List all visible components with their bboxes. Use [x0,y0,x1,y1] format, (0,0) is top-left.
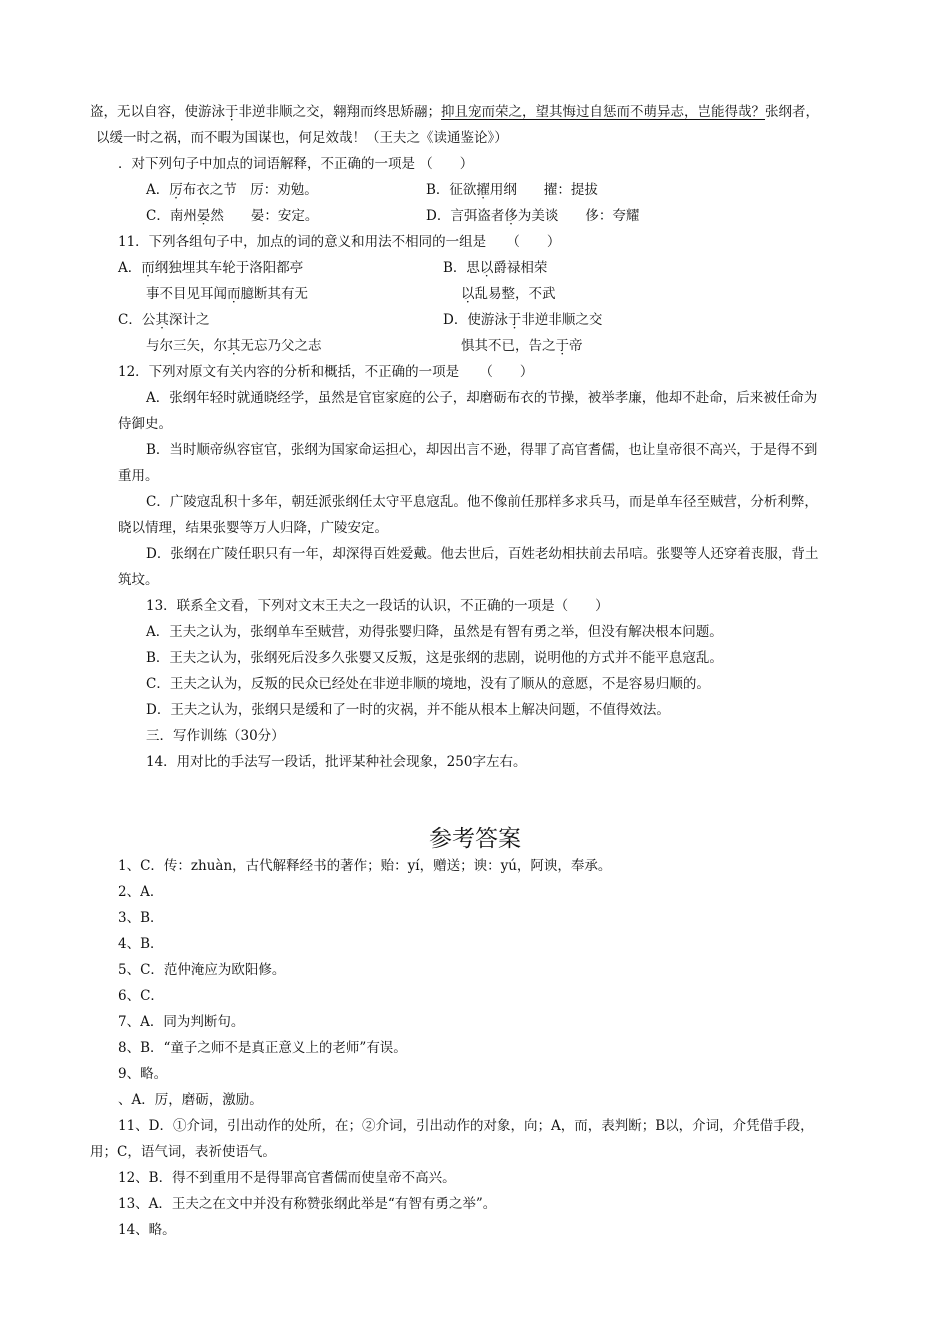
passage-line-1 [90,103,819,121]
q13-option-d: D．王夫之认为，张纲只是缓和了一时的灾祸，并不能从根本上解决问题，不值得效法。 [146,702,670,718]
passage-text: 盗，无以自容，使游泳 [90,104,225,120]
dotted-char: 其 [155,312,169,328]
dotted-char: 而 [227,286,241,302]
dotted-char: 擢 [476,182,490,198]
option-text: B．思 [443,260,480,276]
option-text: 事不目见耳闻 [146,286,227,302]
answer-2: 2、A． [118,884,164,900]
q10-stem: ．对下列句子中加点的词语解释，不正确的一项是 （ ） [118,156,474,172]
q11-option-b-2 [461,285,556,303]
option-text: A． [146,182,170,198]
q13-stem: 13．联系全文看，下列对文末王夫之一段话的认识，不正确的一项是（ ） [146,598,609,614]
option-text: 非逆非顺之交 [521,312,603,328]
option-text: 乱易整，不武 [474,286,556,302]
option-text: 惧其不已，告之 [461,338,556,354]
dotted-char: 以 [461,286,475,302]
q10-option-a [146,181,318,199]
option-text: 爵禄相荣 [493,260,548,276]
option-text: D．言弭盗者 [426,208,505,224]
answer-9: 9、略。 [118,1066,168,1082]
q11-stem: 11．下列各组句子中，加点的词的意义和用法不相同的一组是 （ ） [118,234,561,250]
dotted-char: 而 [141,260,155,276]
answer-13: 13、A．王夫之在文中并没有称赞张纲此举是“有智有勇之举”。 [118,1196,497,1212]
option-text: 然 晏：安定。 [210,208,319,224]
answer-7: 7、A．同为判断句。 [118,1014,245,1030]
option-text: D．使游泳 [443,312,508,328]
q12-stem: 12．下列对原文有关内容的分析和概括，不正确的一项是 （ ） [118,364,534,380]
writing-heading: 三．写作训练（30分） [146,728,285,744]
passage-line-2: 以缓一时之祸，而不暇为国谋也，何足效哉！（王夫之《读通鉴论》） [96,130,508,146]
option-text: 为美谈 侈：夸耀 [517,208,640,224]
answer-6: 6、C． [118,988,164,1004]
q12-option-c-cont: 晓以情理，结果张婴等万人归降，广陵安定。 [118,520,388,536]
q11-option-d-2 [461,337,583,355]
underlined-sentence: 抑且宠而荣之，望其悔过自惩而不萌异志，岂能得哉？ [441,104,765,120]
option-text: 与尔三矢，尔 [146,338,227,354]
answer-12: 12、B．得不到重用不是得罪高官耆儒而使皇帝不高兴。 [118,1170,456,1186]
q11-option-c-1 [118,311,209,329]
answer-5: 5、C．范仲淹应为欧阳修。 [118,962,286,978]
option-text: C．南州 [146,208,197,224]
q10-option-d [426,207,639,225]
dotted-char: 其 [227,338,241,354]
answer-10: 、A．厉，磨砺，激励。 [118,1092,263,1108]
answers-title: 参考答案 [429,826,521,852]
answer-14: 14、略。 [118,1222,176,1238]
q12-option-d-cont: 筑坟。 [118,572,159,588]
q13-option-a: A．王夫之认为，张纲单车至贼营，劝得张婴归降，虽然是有智有勇之举，但没有解决根本问题。 [146,624,723,640]
option-text: 无忘乃父之志 [240,338,322,354]
option-text: 臆断其有无 [240,286,308,302]
option-text: 布衣之节 厉：劝勉。 [182,182,318,198]
q11-option-c-2 [146,337,322,355]
q14-prompt: 14．用对比的手法写一段话，批评某种社会现象，250字左右。 [146,754,527,770]
q13-option-b: B．王夫之认为，张纲死后没多久张婴又反叛，这是张纲的悲剧，说明他的方式并不能平息寇乱。 [146,650,723,666]
q11-option-a-2 [146,285,308,303]
passage-text: 非逆非顺之交，翱翔而终思矫翮； [238,104,441,120]
q12-option-d: D．张纲在广陵任职只有一年，却深得百姓爱戴。他去世后，百姓老幼相扶前去吊唁。张婴等人还穿着丧服，背土 [146,546,819,562]
dotted-char: 晏 [196,208,211,224]
q11-option-a-1 [118,259,303,277]
passage-text: 张纲者， [765,104,819,120]
q10-option-b [426,181,598,199]
dotted-char: 于 [507,312,522,328]
q11-option-b-1 [443,259,547,277]
option-text: 帝 [569,338,583,354]
answer-1: 1、C．传：zhuàn，古代解释经书的著作；贻：yí，赠送；谀：yú，阿谀，奉承。 [118,858,612,874]
option-text: A． [118,260,142,276]
option-text: 用纲 擢：提拔 [489,182,598,198]
dotted-char: 于 [555,338,569,354]
q12-option-b: B．当时顺帝纵容宦官，张纲为国家命运担心，却因出言不逊，得罪了高官耆儒，也让皇帝很不高兴，于是得不到 [146,442,818,458]
q12-option-b-cont: 重用。 [118,468,159,484]
option-text: B．征欲 [426,182,477,198]
q12-option-a-cont: 侍御史。 [118,416,172,432]
answer-3: 3、B． [118,910,164,926]
answer-11-cont: 用；C，语气词，表祈使语气。 [90,1144,276,1160]
q10-option-c [146,207,318,225]
answer-11: 11、D．①介词，引出动作的处所，在；②介词，引出动作的对象，向；A，而，表判断；B以，介词，介凭借手段， [118,1118,814,1134]
dotted-char: 厉 [169,182,183,198]
answer-4: 4、B． [118,936,164,952]
answer-8: 8、B．“童子之师不是真正意义上的老师”有误。 [118,1040,407,1056]
q12-option-c: C．广陵寇乱积十多年，朝廷派张纲任太守平息寇乱。他不像前任那样多求兵马，而是单车径至贼营，分析利弊， [146,494,818,510]
option-text: 纲独埋其车轮于洛阳都亭 [154,260,304,276]
q11-option-d-1 [443,311,602,329]
dotted-char: 于 [225,104,239,120]
option-text: C．公 [118,312,156,328]
dotted-char: 以 [479,260,494,276]
q13-option-c: C．王夫之认为，反叛的民众已经处在非逆非顺的境地，没有了顺从的意愿，不是容易归顺的。 [146,676,710,692]
q12-option-a: A．张纲年轻时就通晓经学，虽然是官宦家庭的公子，却磨砺布衣的节操，被举孝廉，他却不赴命，后来被任命为 [146,390,818,406]
dotted-char: 侈 [504,208,518,224]
option-text: 深计之 [168,312,210,328]
